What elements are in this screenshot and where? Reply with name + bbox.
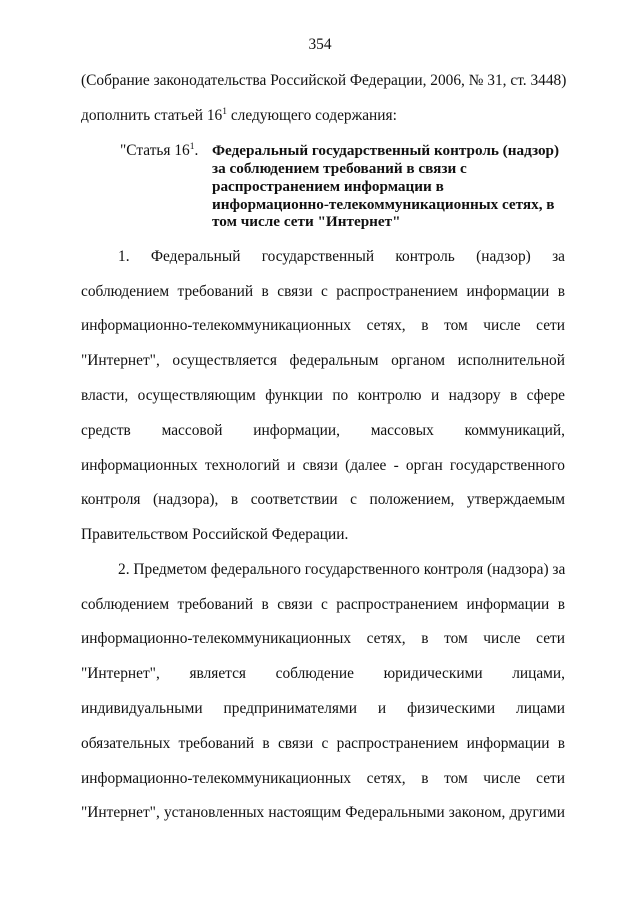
paragraph-2-line: "Интернет", установленных настоящим Федеральными законом, другими	[81, 804, 565, 821]
article-label-superscript: 1	[189, 142, 195, 152]
paragraph-1-line: информационных технологий и связи (далее - орган государственного	[81, 457, 565, 474]
paragraph-2-line: индивидуальными предпринимателями и физическими лицами	[81, 700, 565, 717]
paragraph-1-line: "Интернет", осуществляется федеральным органом исполнительной	[81, 352, 565, 369]
article-label-text: "Статья 16	[120, 142, 190, 159]
paragraph-2-line: соблюдением требований в связи с распространением информации в	[81, 596, 565, 613]
paragraph-2-line: обязательных требований в связи с распространением информации в	[81, 735, 565, 752]
article-label	[120, 142, 198, 160]
intro-amend-text: дополнить статьей 16	[81, 107, 223, 124]
article-heading-line: распространением информации в	[212, 178, 444, 195]
paragraph-2-line: информационно-телекоммуникационных сетях, в том числе сети	[81, 630, 565, 647]
paragraph-2-line: 2. Предметом федерального государственного контроля (надзора) за	[118, 561, 566, 578]
paragraph-2-line: "Интернет", является соблюдение юридическими лицами,	[81, 665, 565, 682]
paragraph-1-line: информационно-телекоммуникационных сетях, в том числе сети	[81, 317, 565, 334]
intro-amend-line	[81, 107, 565, 125]
paragraph-2-line: информационно-телекоммуникационных сетях, в том числе сети	[81, 770, 565, 787]
intro-source-line: (Собрание законодательства Российской Федерации, 2006, № 31, ст. 3448)	[81, 72, 567, 89]
intro-amend-superscript: 1	[222, 107, 227, 117]
article-heading-line: информационно-телекоммуникационных сетях, в	[212, 196, 555, 213]
paragraph-1-line: средств массовой информации, массовых коммуникаций,	[81, 422, 565, 439]
paragraph-1-line: 1. Федеральный государственный контроль (надзор) за	[118, 248, 565, 265]
article-heading-line: Федеральный государственный контроль (надзор)	[212, 142, 560, 159]
paragraph-1-line: власти, осуществляющим функции по контролю и надзору в сфере	[81, 387, 565, 404]
article-heading-line: за соблюдением требований в связи с	[212, 160, 467, 177]
article-label-dot: .	[194, 142, 199, 159]
article-heading-line: том числе сети "Интернет"	[212, 213, 401, 230]
paragraph-1-last-line: Правительством Российской Федерации.	[81, 526, 349, 543]
paragraph-1-line: соблюдением требований в связи с распространением информации в	[81, 283, 565, 300]
page-number: 354	[308, 36, 332, 53]
paragraph-1-line: контроля (надзора), в соответствии с положением, утверждаемым	[81, 491, 565, 508]
intro-amend-text-end: следующего содержания:	[226, 107, 397, 124]
